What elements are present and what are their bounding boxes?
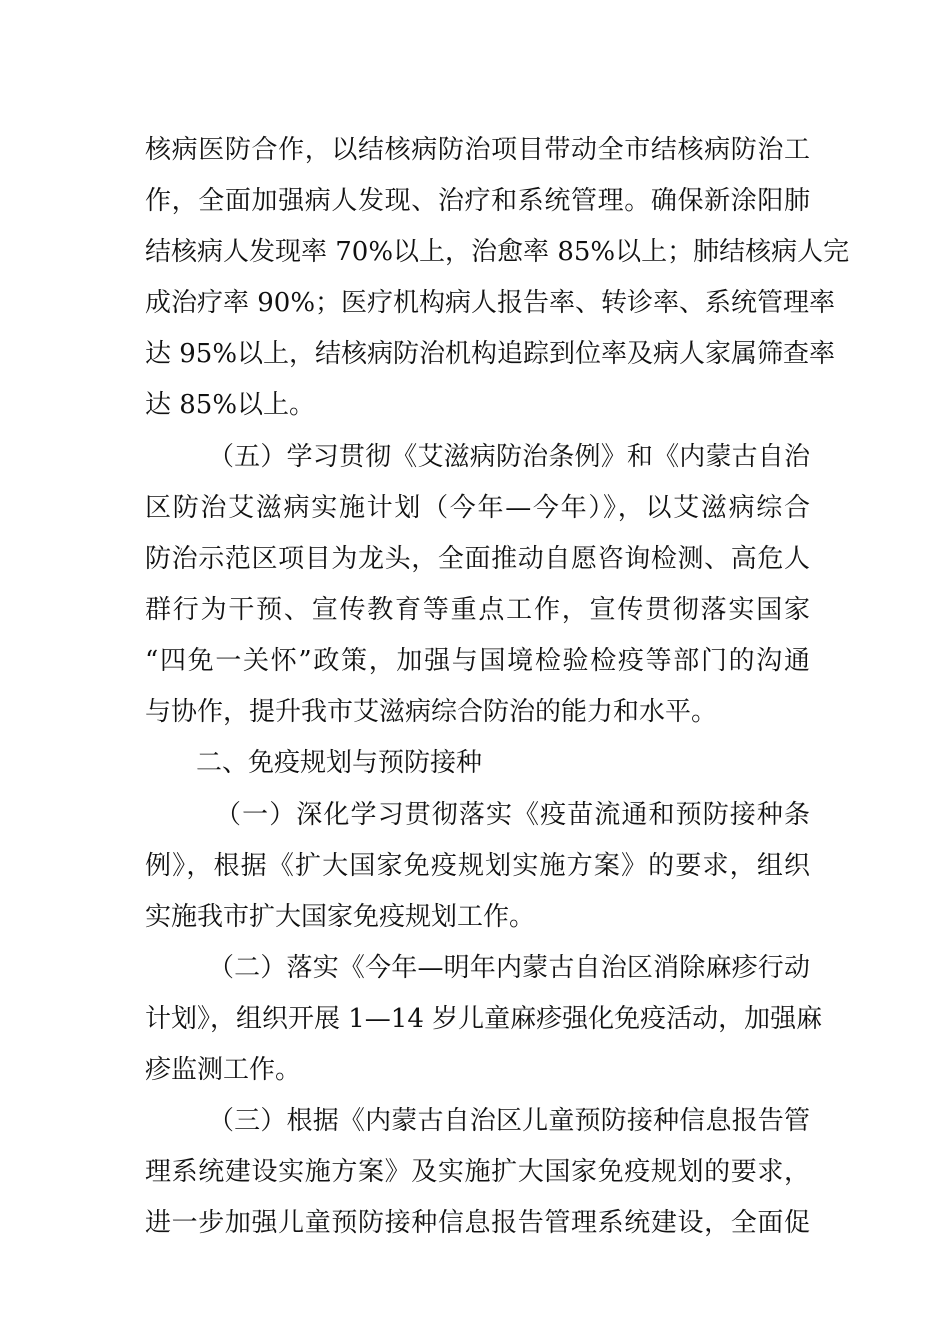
text-line: 实施我市扩大国家免疫规划工作。 <box>145 902 536 932</box>
text-line: “四免一关怀”政策，加强与国境检验检疫等部门的沟通 <box>145 646 810 676</box>
section-heading: 二、免疫规划与预防接种 <box>196 748 483 778</box>
text-line: 防治示范区项目为龙头，全面推动自愿咨询检测、高危人 <box>145 544 810 574</box>
text-line: 例》，根据《扩大国家免疫规划实施方案》的要求，组织 <box>145 851 810 881</box>
text-line: 结核病人发现率 70%以上，治愈率 85%以上；肺结核病人完 <box>145 237 850 267</box>
text-line: （五）学习贯彻《艾滋病防治条例》和《内蒙古自治 <box>208 442 810 472</box>
text-line: 理系统建设实施方案》及实施扩大国家免疫规划的要求， <box>145 1157 810 1187</box>
text-line: 群行为干预、宣传教育等重点工作，宣传贯彻落实国家 <box>145 595 810 625</box>
text-line: 达 85%以上。 <box>145 390 316 420</box>
text-line: （三）根据《内蒙古自治区儿童预防接种信息报告管 <box>208 1106 810 1136</box>
text-line: 核病医防合作，以结核病防治项目带动全市结核病防治工 <box>145 135 810 165</box>
text-line: 成治疗率 90%；医疗机构病人报告率、转诊率、系统管理率 <box>145 288 836 318</box>
text-line: 疹监测工作。 <box>145 1055 302 1085</box>
text-line: 达 95%以上，结核病防治机构追踪到位率及病人家属筛查率 <box>145 339 836 369</box>
text-line: 进一步加强儿童预防接种信息报告管理系统建设，全面促 <box>145 1208 810 1238</box>
text-line: （二）落实《今年—明年内蒙古自治区消除麻疹行动 <box>208 953 810 983</box>
text-line: 与协作，提升我市艾滋病综合防治的能力和水平。 <box>145 697 718 727</box>
text-line: 作，全面加强病人发现、治疗和系统管理。确保新涂阳肺 <box>145 186 810 216</box>
text-line: 区防治艾滋病实施计划（今年—今年）》，以艾滋病综合 <box>145 493 810 523</box>
text-line: 计划》，组织开展 1—14 岁儿童麻疹强化免疫活动，加强麻 <box>145 1004 823 1034</box>
text-line: （一）深化学习贯彻落实《疫苗流通和预防接种条 <box>215 800 810 830</box>
